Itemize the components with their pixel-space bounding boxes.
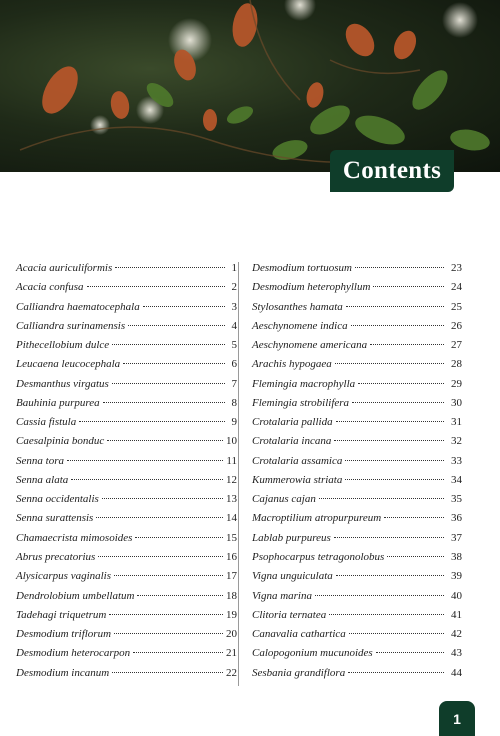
toc-entry-name: Desmodium tortuosum (252, 262, 352, 274)
toc-entry-name: Bauhinia purpurea (16, 396, 100, 409)
toc-entry[interactable] (252, 493, 462, 512)
dot-leader (112, 344, 225, 345)
toc-entry-page: 23 (451, 262, 462, 274)
dot-leader (370, 344, 444, 345)
dot-leader (102, 498, 223, 499)
toc-entry[interactable] (16, 301, 237, 320)
toc-entry-name: Sesbania grandiflora (252, 666, 346, 679)
toc-entry-name: Desmodium heterophyllum (252, 281, 371, 294)
toc-entry[interactable] (16, 455, 237, 474)
toc-entry[interactable] (16, 551, 237, 570)
toc-entry-page: 5 (231, 339, 237, 352)
dot-leader (128, 325, 225, 326)
dot-leader (79, 421, 225, 422)
toc-entry-page: 32 (451, 435, 462, 448)
toc-entry-name: Senna occidentalis (16, 493, 99, 506)
toc-entry-name: Tadehagi triquetrum (16, 608, 107, 621)
toc-entry[interactable] (16, 358, 237, 377)
dot-leader (358, 383, 444, 384)
toc-entry-page: 36 (451, 512, 462, 525)
toc-entry[interactable] (16, 590, 237, 609)
header-photo (0, 0, 500, 172)
toc-entry-page: 8 (231, 396, 237, 409)
dot-leader (351, 325, 444, 326)
toc-entry-name: Chamaecrista mimosoides (16, 531, 133, 544)
toc-entry-page: 7 (231, 377, 237, 390)
dot-leader (71, 479, 223, 480)
dot-leader (345, 479, 444, 480)
dot-leader (112, 672, 223, 673)
toc-entry[interactable] (16, 512, 237, 531)
toc-entry-page: 21 (226, 647, 237, 660)
toc-entry[interactable] (252, 320, 462, 339)
dot-leader (98, 556, 223, 557)
toc-entry-page: 43 (451, 647, 462, 660)
toc-entry[interactable] (16, 320, 237, 339)
toc-entry-page: 41 (451, 608, 462, 621)
toc-entry[interactable] (252, 281, 462, 300)
toc-entry-page: 40 (451, 589, 462, 602)
dot-leader (348, 672, 444, 673)
column-divider (238, 262, 239, 686)
dot-leader (114, 575, 223, 576)
toc-entry-page: 4 (231, 319, 237, 332)
toc-entry-name: Crotalaria pallida (252, 416, 333, 429)
toc-entry[interactable] (16, 262, 237, 281)
toc-entry-name: Dendrolobium umbellatum (16, 589, 135, 602)
toc-entry-name: Pithecellobium dulce (16, 339, 110, 352)
toc-entry[interactable] (252, 358, 462, 377)
toc-entry[interactable] (16, 378, 237, 397)
toc-entry-name: Vigna marina (252, 589, 312, 602)
toc-entry[interactable] (16, 435, 237, 454)
toc-entry-name: Acacia confusa (16, 281, 84, 294)
dot-leader (67, 460, 223, 461)
toc-entry[interactable] (16, 647, 237, 666)
toc-entry-page: 25 (451, 300, 462, 313)
toc-entry-page: 14 (226, 512, 237, 525)
toc-entry-name: Clitoria ternatea (252, 608, 327, 621)
toc-entry[interactable] (252, 647, 462, 666)
toc-entry-page: 44 (451, 666, 462, 679)
toc-entry[interactable] (252, 455, 462, 474)
toc-entry-name: Alysicarpus vaginalis (16, 570, 112, 583)
toc-entry[interactable] (252, 474, 462, 493)
toc-entry-page: 22 (226, 666, 237, 679)
toc-entry-page: 18 (226, 589, 237, 602)
toc-entry-name: Flemingia strobilifera (252, 396, 350, 409)
toc-entry[interactable] (252, 339, 462, 358)
dot-leader (387, 556, 444, 557)
dot-leader (346, 306, 444, 307)
toc-entry-page: 20 (226, 628, 237, 641)
toc-entry[interactable] (16, 609, 237, 628)
dot-leader (115, 267, 225, 268)
toc-entry[interactable] (16, 416, 237, 435)
toc-entry-name: Abrus precatorius (16, 550, 96, 563)
dot-leader (336, 575, 444, 576)
toc-entry-page: 17 (226, 570, 237, 583)
toc-entry[interactable] (16, 281, 237, 300)
dot-leader (334, 537, 444, 538)
dot-leader (319, 498, 444, 499)
toc-entry-name: Vigna unguiculata (252, 570, 333, 583)
toc-entry-page: 34 (451, 473, 462, 486)
dot-leader (373, 286, 444, 287)
page-number-badge: 1 (439, 701, 475, 736)
toc-entry-name: Desmodium triflorum (16, 628, 112, 641)
toc-entry[interactable] (16, 474, 237, 493)
dot-leader (109, 614, 223, 615)
toc-entry-name: Caesalpinia bonduc (16, 435, 105, 448)
toc-entry-page: 12 (226, 473, 237, 486)
toc-entry-name: Stylosanthes hamata (252, 300, 343, 313)
toc-entry-name: Flemingia macrophylla (252, 377, 356, 390)
toc-entry-page: 2 (231, 281, 237, 294)
dot-leader (143, 306, 225, 307)
toc-entry[interactable] (252, 378, 462, 397)
toc-entry-page: 35 (451, 493, 462, 506)
toc-entry[interactable] (252, 628, 462, 647)
dot-leader (336, 421, 444, 422)
toc-entry-page: 19 (226, 608, 237, 621)
toc-entry-page: 29 (451, 377, 462, 390)
toc-entry[interactable] (252, 590, 462, 609)
dot-leader (112, 383, 225, 384)
toc-entry-page: 9 (231, 416, 237, 429)
toc-entry[interactable] (252, 667, 462, 686)
dot-leader (334, 440, 444, 441)
toc-entry-name: Lablab purpureus (252, 531, 331, 544)
toc-entry-name: Leucaena leucocephala (16, 358, 121, 371)
dot-leader (329, 614, 444, 615)
toc-entry-name: Calopogonium mucunoides (252, 647, 373, 660)
toc-entry-page: 16 (226, 550, 237, 563)
toc-column-left (16, 262, 237, 686)
toc-entry-page: 33 (451, 454, 462, 467)
toc-entry[interactable] (252, 609, 462, 628)
toc-entry-name: Senna alata (16, 473, 69, 486)
toc-entry-page: 37 (451, 531, 462, 544)
toc-entry[interactable] (16, 570, 237, 589)
toc-entry-name: Desmodium heterocarpon (16, 647, 131, 660)
toc-entry-name: Acacia auriculiformis (16, 262, 113, 274)
dot-leader (123, 363, 225, 364)
toc-entry-page: 24 (451, 281, 462, 294)
toc-entry-name: Desmodium incanum (16, 666, 110, 679)
dot-leader (133, 652, 223, 653)
toc-entry[interactable] (252, 301, 462, 320)
toc-entry-name: Aeschynomene americana (252, 339, 368, 352)
toc-entry-page: 1 (231, 262, 237, 274)
toc-entry-name: Cajanus cajan (252, 493, 316, 506)
page-title: Contents (330, 150, 454, 192)
toc-entry-page: 15 (226, 531, 237, 544)
toc-entry[interactable] (16, 628, 237, 647)
dot-leader (315, 595, 444, 596)
dot-leader (103, 402, 225, 403)
toc-entry-name: Kummerowia striata (252, 473, 343, 486)
toc-entry[interactable] (252, 532, 462, 551)
toc-entry-name: Arachis hypogaea (252, 358, 332, 371)
toc-entry[interactable] (252, 570, 462, 589)
dot-leader (349, 633, 444, 634)
dot-leader (107, 440, 223, 441)
toc-entry[interactable] (252, 262, 462, 281)
toc-entry-page: 26 (451, 319, 462, 332)
toc-entry-page: 11 (226, 454, 237, 467)
toc-entry-name: Canavalia cathartica (252, 628, 346, 641)
toc-entry[interactable] (16, 532, 237, 551)
toc-entry-page: 31 (451, 416, 462, 429)
toc-entry[interactable] (16, 493, 237, 512)
toc-entry-page: 39 (451, 570, 462, 583)
table-of-contents (16, 262, 462, 686)
toc-entry-name: Psophocarpus tetragonolobus (252, 550, 385, 563)
toc-entry-name: Aeschynomene indica (252, 319, 348, 332)
dot-leader (87, 286, 225, 287)
toc-entry[interactable] (252, 416, 462, 435)
toc-entry-page: 6 (231, 358, 237, 371)
toc-entry[interactable] (252, 551, 462, 570)
toc-entry-name: Crotalaria assamica (252, 454, 343, 467)
toc-column-right (252, 262, 462, 686)
toc-entry[interactable] (16, 667, 237, 686)
toc-entry[interactable] (252, 512, 462, 531)
toc-entry-name: Senna surattensis (16, 512, 94, 525)
toc-entry-page: 3 (231, 300, 237, 313)
toc-entry-name: Cassia fistula (16, 416, 77, 429)
dot-leader (376, 652, 444, 653)
dot-leader (96, 517, 223, 518)
toc-entry-page: 42 (451, 628, 462, 641)
toc-entry[interactable] (252, 397, 462, 416)
dot-leader (114, 633, 223, 634)
toc-entry-page: 27 (451, 339, 462, 352)
dot-leader (335, 363, 444, 364)
dot-leader (135, 537, 223, 538)
dot-leader (137, 595, 223, 596)
toc-entry-name: Macroptilium atropurpureum (252, 512, 382, 525)
toc-entry-page: 13 (226, 493, 237, 506)
toc-entry-page: 28 (451, 358, 462, 371)
dot-leader (352, 402, 444, 403)
toc-entry[interactable] (252, 435, 462, 454)
toc-entry-page: 38 (451, 550, 462, 563)
dot-leader (345, 460, 444, 461)
toc-entry-page: 10 (226, 435, 237, 448)
toc-entry-name: Calliandra haematocephala (16, 300, 140, 313)
toc-entry[interactable] (16, 339, 237, 358)
toc-entry-page: 30 (451, 396, 462, 409)
toc-entry-name: Desmanthus virgatus (16, 377, 109, 390)
toc-entry-name: Calliandra surinamensis (16, 319, 126, 332)
toc-entry-name: Senna tora (16, 454, 64, 467)
toc-entry-name: Crotalaria incana (252, 435, 332, 448)
dot-leader (384, 517, 444, 518)
dot-leader (355, 267, 444, 268)
toc-entry[interactable] (16, 397, 237, 416)
